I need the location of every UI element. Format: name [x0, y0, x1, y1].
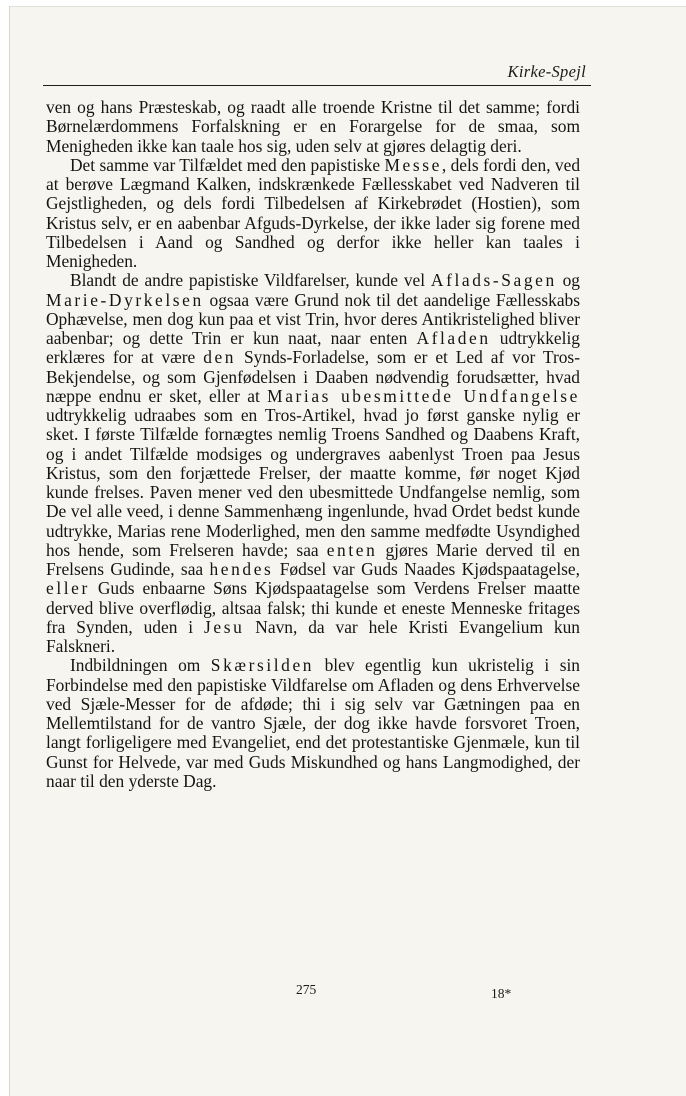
spaced-emphasis: eller — [46, 578, 90, 599]
text-run: blev egentlig kun ukristelig i sin Forbindelse med den papistiske Vildfarelse om Afladen og dens Erhvervelse ved Sjæle-Messer for de afdøde; thi i sig selv var Gætningen paa en Mellemtilstand for de vantro Sjæle, der dog ikke havde forsvoret Troen, langt forligeligere med Evangeliet, end det protestantiske Gjenmæle, kun til Gunst for Helvede, var med Guds Miskundhed og hans Langmodighed, der naar til den yderste Dag. — [46, 655, 580, 791]
text-run: og — [556, 270, 580, 291]
spaced-emphasis: Messe — [384, 154, 442, 175]
spaced-emphasis: Marias ubesmittede Undfangelse — [267, 385, 580, 406]
text-run: gjøres Marie derved til en Frelsens Gudinde, saa — [46, 539, 580, 579]
book-page — [9, 6, 686, 1096]
text-run: udtrykkelig udraabes som en Tros-Artikel, hvad jo først ganske nylig er sket. I første Tilfælde fornægtes nemlig Troens Sandhed og Daabens Kraft, og i andet Tilfælde modsiges og undergraves aabenlyst Troen paa Jesus Kristus, som den forjættede Frelser, der maatte komme, før noget Kjød kunde frelses. Paven mener ved den ubesmittede Undfangelse nemlig, som De vel alle veed, i denne Sammenhæng ingenlunde, hvad Ordet bedst kunde udtrykke, Marias rene Moderlighed, men den samme medfødte Usyndighed hos hende, som Frelseren havde; saa — [46, 405, 580, 560]
spaced-emphasis: den — [203, 347, 237, 368]
paragraph — [46, 156, 580, 272]
spaced-emphasis: Aflads-Sagen — [430, 270, 557, 291]
spaced-emphasis: enten — [326, 539, 378, 560]
spaced-emphasis: Afladen — [416, 328, 491, 348]
text-run: Navn, da var hele Kristi Evangelium kun Falskneri. — [46, 616, 580, 656]
text-run: Guds enbaarne Søns Kjødspaatagelse som Verdens Frelser maatte derved blive overflødig, altsaa falsk; thi kunde et eneste Menneske fritages fra Synden, uden i — [46, 578, 580, 637]
text-run: Synds-Forladelse, som er et Led af vor Tros-Bekjendelse, og som Gjenfødelsen i Daaben nødvendig forudsætter, hvad næppe endnu er sket, eller at — [46, 347, 580, 406]
text-run: , dels fordi den, ved at berøve Lægmand Kalken, indskrænkede Fællesskabet ved Nadveren til Gejstligheden, og dels fordi Tilbedelsen af Kirkebrødet (Hostien), som Kristus selv, er en aabenbar Afguds-Dyrkelse, der ikke lader sig forene med Tilbedelsen i Aand og Sandhed og derfor ikke heller kan taales i Menigheden. — [46, 154, 581, 271]
text-run: ogsaa være Grund nok til det aandelige Fællesskabs Ophævelse, men dog kun paa et vist Trin, hvor deres Antikristelighed bliver aabenbar; og dette Trin er kun naat, naar enten — [46, 289, 580, 348]
text-run: udtrykkelig erklæres for at være — [46, 328, 580, 368]
spaced-emphasis: Jesu — [204, 616, 245, 637]
text-run: Blandt de andre papistiske Vildfarelser, kunde vel — [70, 270, 431, 291]
signature-mark: 18* — [491, 986, 512, 1001]
body-text — [46, 98, 580, 791]
text-run: Det samme var Tilfældet med den papistiske — [70, 154, 385, 175]
header-rule — [43, 85, 591, 86]
spaced-emphasis: Skærsilden — [210, 655, 315, 676]
text-run: Fødsel var Guds Naades Kjødspaatagelse, — [273, 559, 580, 579]
paragraph — [46, 656, 580, 791]
running-head: Kirke-Spejl — [507, 62, 586, 81]
paragraph — [46, 271, 580, 656]
page-number: 275 — [296, 982, 317, 997]
text-run: ven og hans Præsteskab, og raadt alle troende Kristne til det samme; fordi Børnelærdommens Forfalskning er en Forargelse for de smaa, som Menigheden ikke kan taale hos sig, uden selv at gjøres delagtig deri. — [46, 97, 580, 156]
text-run: Indbildningen om — [70, 655, 211, 676]
spaced-emphasis: Marie-Dyrkelsen — [46, 289, 204, 310]
spaced-emphasis: hendes — [209, 559, 274, 579]
paragraph — [46, 98, 580, 156]
